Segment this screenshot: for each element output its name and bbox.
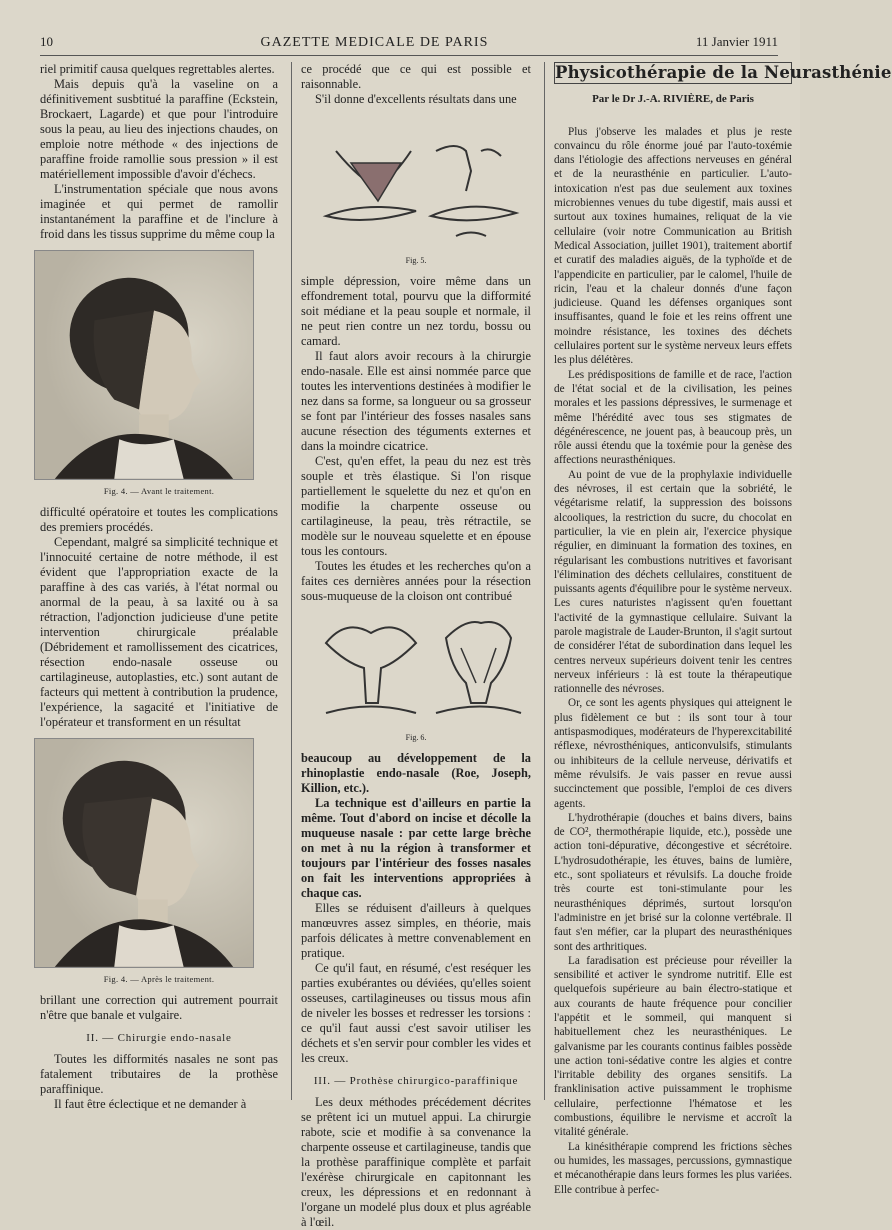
paragraph: Il faut alors avoir recours à la chirurgie endo-nasale. Elle est ainsi nommée parce que toutes les interventions destinées à modifier le nez dans sa forme, sa longueur ou sa grosseur se font par l'intérieur des fosses nasales sans aucune résection des téguments externes et dans la moindre cicatrice. xyxy=(301,349,531,453)
figure-caption: Fig. 6. xyxy=(405,733,427,742)
page-number: 10 xyxy=(40,34,53,49)
paragraph: La faradisation est précieuse pour réveiller la sensibilité et activer le syndrome nutritif. Elle est quelquefois supérieure au bain électro-statique et aux courants de haute fréquence pour concilier l'appétit et le sommeil, qui manquent si habituellement chez les neurasthéniques. Le galvanisme par les courants continus faibles possède une action toni-sédative contre les algies et contre l'irritable debility des organes sensitifs. La franklinisation active puissamment le trophisme cellulaire, perfectionne l'hématose et les combustions, équilibre le nervisme et accroît la vitalité générale. xyxy=(554,954,792,1139)
paragraph: ce procédé que ce qui est possible et raisonnable. xyxy=(301,62,531,91)
paragraph: beaucoup au développement de la rhinoplastie endo-nasale (Roe, Joseph, Killion, etc.). xyxy=(301,751,531,795)
paragraph: riel primitif causa quelques regrettables alertes. xyxy=(40,62,275,76)
figure-caption: Fig. 4. — Avant le traitement. xyxy=(103,486,215,496)
nose-diagram-fig5 xyxy=(306,111,526,251)
figure-caption: Fig. 4. — Après le traitement. xyxy=(103,974,215,984)
column-2 xyxy=(291,62,532,1229)
paragraph: difficulté opératoire et toutes les complications des premiers procédés. xyxy=(40,505,278,534)
paragraph: Or, ce sont les agents physiques qui atteignent le plus fidèlement ce but : ils sont tour à tour antispasmodiques, modérateurs de l'hyperexcitabilité réflexe, névrosthéniques, anticonvulsifs, stimulants ou inhibiteurs de la cellule nerveuse, dérivatifs et même révulsifs. Je vais passer en revue aussi succinctement que possible, l'emploi de ces divers agents. xyxy=(554,697,792,810)
paragraph: Les deux méthodes précédement décrites se prêtent ici un mutuel appui. La chirurgie rabote, scie et modifie à sa convenance la charpente osseuse et cartilagineuse, tandis que la prothèse paraffinique complète et parfait l'exérèse chirurgicale en capitonnant les creux, les dépressions et en redonnant à l'organe un modelé plus doux et plus agréable à l'œil. xyxy=(301,1095,531,1229)
section-heading: III. — Prothèse chirurgico-paraffinique xyxy=(313,1075,519,1087)
paragraph: Plus j'observe les malades et plus je reste convaincu du rôle énorme joué par l'auto-toxémie dans l'étiologie des affections nerveuses en général et de la neurasthénie en particulier. L'auto-intoxication n'est pas due seulement aux toxines microbiennes venues du tube digestif, mais aussi et surtout aux toxines humaines, reliquat de la vie cellulaire (voir notre Communication au British Medical Association, juillet 1901), traitement abortif et curatif des maladies aiguës, de la typhoïde et de l'appendicite en particulier, par le calomel, l'huile de ricin, l'eau et la chaleur donnés d'une façon judicieuse. Quand les défenses organiques sont insuffisantes, quand le foie et les reins offrent une moindre résistance, les toxines des déchets cellulaires portent sur le système nerveux leurs effets les plus délétères. xyxy=(554,125,792,367)
column-1 xyxy=(40,62,278,1111)
paragraph: Mais depuis qu'à la vaseline on a définitivement susbtitué la paraffine (Eckstein, Brockaert, Lagarde) et que pour l'introduire sous la peau, au lieu des injections chaudes, on emploie notre méthode « des injections de paraffine froide ramollie sous pression » il est matériellement impossible d'avoir d'échecs. xyxy=(40,77,278,181)
columns xyxy=(40,62,892,1229)
paragraph: S'il donne d'excellents résultats dans une xyxy=(315,92,517,106)
paragraph: Il faut être éclectique et ne demander à xyxy=(54,1097,247,1111)
paragraph: simple dépression, voire même dans un effondrement total, pourvu que la difformité soit médiane et la peau souple et normale, il ne peut rien contre un nez tordu, bossu ou camard. xyxy=(301,274,531,348)
page-header xyxy=(40,34,778,56)
paragraph: Ce qu'il faut, en résumé, c'est reséquer les parties exubérantes ou déviées, qu'elles soient osseuses, cartilagineuses ou tissus mous afin de niveler les bosses et redresser les torsions : ce qu'il faut aussi c'est savoir utiliser les déchets et s'en servir pour combler les vides et les creux. xyxy=(301,961,532,1065)
paragraph: Toutes les études et les recherches qu'on a faites ces dernières années pour la résection sous-muqueuse de la cloison ont contribué xyxy=(301,559,531,603)
figure-caption: Fig. 5. xyxy=(405,256,427,265)
photo-after-treatment xyxy=(34,738,254,968)
issue-date: 11 Janvier 1911 xyxy=(695,34,778,49)
article-author: Par le Dr J.-A. RIVIÈRE, de Paris xyxy=(592,93,754,106)
journal-title: GAZETTE MEDICALE DE PARIS xyxy=(260,35,489,50)
photo-before-treatment xyxy=(34,250,254,480)
paragraph: Toutes les difformités nasales ne sont pas fatalement tributaires de la prothèse paraffinique. xyxy=(40,1052,278,1096)
paragraph: Les prédispositions de famille et de race, l'action de l'état social et de la civilisation, les peines morales et les passions dépressives, le surmenage et même l'hérédité avec tous ses stigmates de dégénérescence, ne jouent pas, à beaucoup près, un rôle aussi étendu que la toxémie pour la genèse des affections neurasthéniques. xyxy=(554,368,792,467)
paragraph: L'hydrothérapie (douches et bains divers, bains de CO², thermothérapie liquide, etc.), possède une action toni-dépurative, décongestive et sécrétoire. L'hydrosudothérapie, les étuves, bains de lumière, etc., sont spoliateurs et révulsifs. La douche froide très courte est toni-stimulante pour les neurasthéniques déprimés, surtout lorsqu'on l'administre en jet brisé sur la colonne vertébrale. Il faut s'en méfier, car la plupart des neurasthéniques sont des arthritiques. xyxy=(554,811,792,953)
section-heading: II. — Chirurgie endo-nasale xyxy=(86,1032,232,1044)
paragraph: Elles se réduisent d'ailleurs à quelques manœuvres assez simples, en théorie, mais parfois délicates à mettre convenablement en pratique. xyxy=(301,901,531,960)
portrait-profile-illustration xyxy=(35,739,253,967)
article-title: Physicothérapie de la Neurasthénie xyxy=(554,62,792,84)
paragraph: brillant une correction qui autrement pourrait n'être que banale et vulgaire. xyxy=(40,993,278,1022)
paragraph: Cependant, malgré sa simplicité technique et l'innocuité certaine de notre méthode, il est évident que l'appropriation exacte de la paraffine à des cas variés, à l'état normal ou anormal de la peau, à sa laxité ou à sa rétraction, l'adjonction judicieuse d'une petite intervention chirurgicale préalable (Débridement et ramollissement des cicatrices, résection endo-nasale osseuse ou cartilagineuse, autoplasties, etc.) sont autant de facteurs qui mettent à contribution la prudence, l'expérience, la sagacité et l'initiative de l'opérateur et transforment en un résultat xyxy=(40,535,278,729)
nose-diagram-fig6 xyxy=(306,608,526,728)
paragraph: La kinésithérapie comprend les frictions sèches ou humides, les massages, percussions, gymnastique et mécanothérapie dans leurs formes les plus variées. Elle contribue à perfec- xyxy=(554,1140,792,1196)
paragraph: L'instrumentation spéciale que nous avons imaginée et qui permet de ramollir instantanément la paraffine et de l'inclure à froid dans les tissus supprime du même coup la xyxy=(40,182,278,241)
paragraph: La technique est d'ailleurs en partie la même. Tout d'abord on incise et décolle la muqueuse nasale : par cette large brèche on met à nu la région à transformer et toujours par l'intérieur des fosses nasales on fait les interventions appropriées à chaque cas. xyxy=(301,796,531,900)
paragraph: C'est, qu'en effet, la peau du nez est très souple et très élastique. Si l'on risque partiellement le squelette du nez et qu'on en modifie la charpente osseuse ou cartilagineuse, la peau, très rétractile, se modèle sur le nouveau squelette et en épouse tous les contours. xyxy=(301,454,531,558)
paragraph: Au point de vue de la prophylaxie individuelle des névroses, il est certain que la sobriété, le végétarisme relatif, la suppression des boissons alcooliques, la restriction du sucre, du chocolat en particulier, la vie en plein air, l'exercice physique régulier, en diminuant la formation des toxines, en régularisant les combustions nutritives et favorisant l'élimination des déchets cellulaires, constituent de puissants agents d'équilibre pour le système nerveux. Les cures naturistes n'agissent qu'en fouettant l'activité de la gymnastique cellulaire. Suivant la parole magistrale de Lauder-Brunton, il s'agit surtout de considérer l'état de subordination dans lequel les centres nerveux supérieurs doivent tenir les centres nerveux inférieurs : là est toute la thérapeutique rationnelle des névroses. xyxy=(554,468,792,696)
column-3 xyxy=(544,62,892,1196)
portrait-profile-illustration xyxy=(35,251,253,479)
